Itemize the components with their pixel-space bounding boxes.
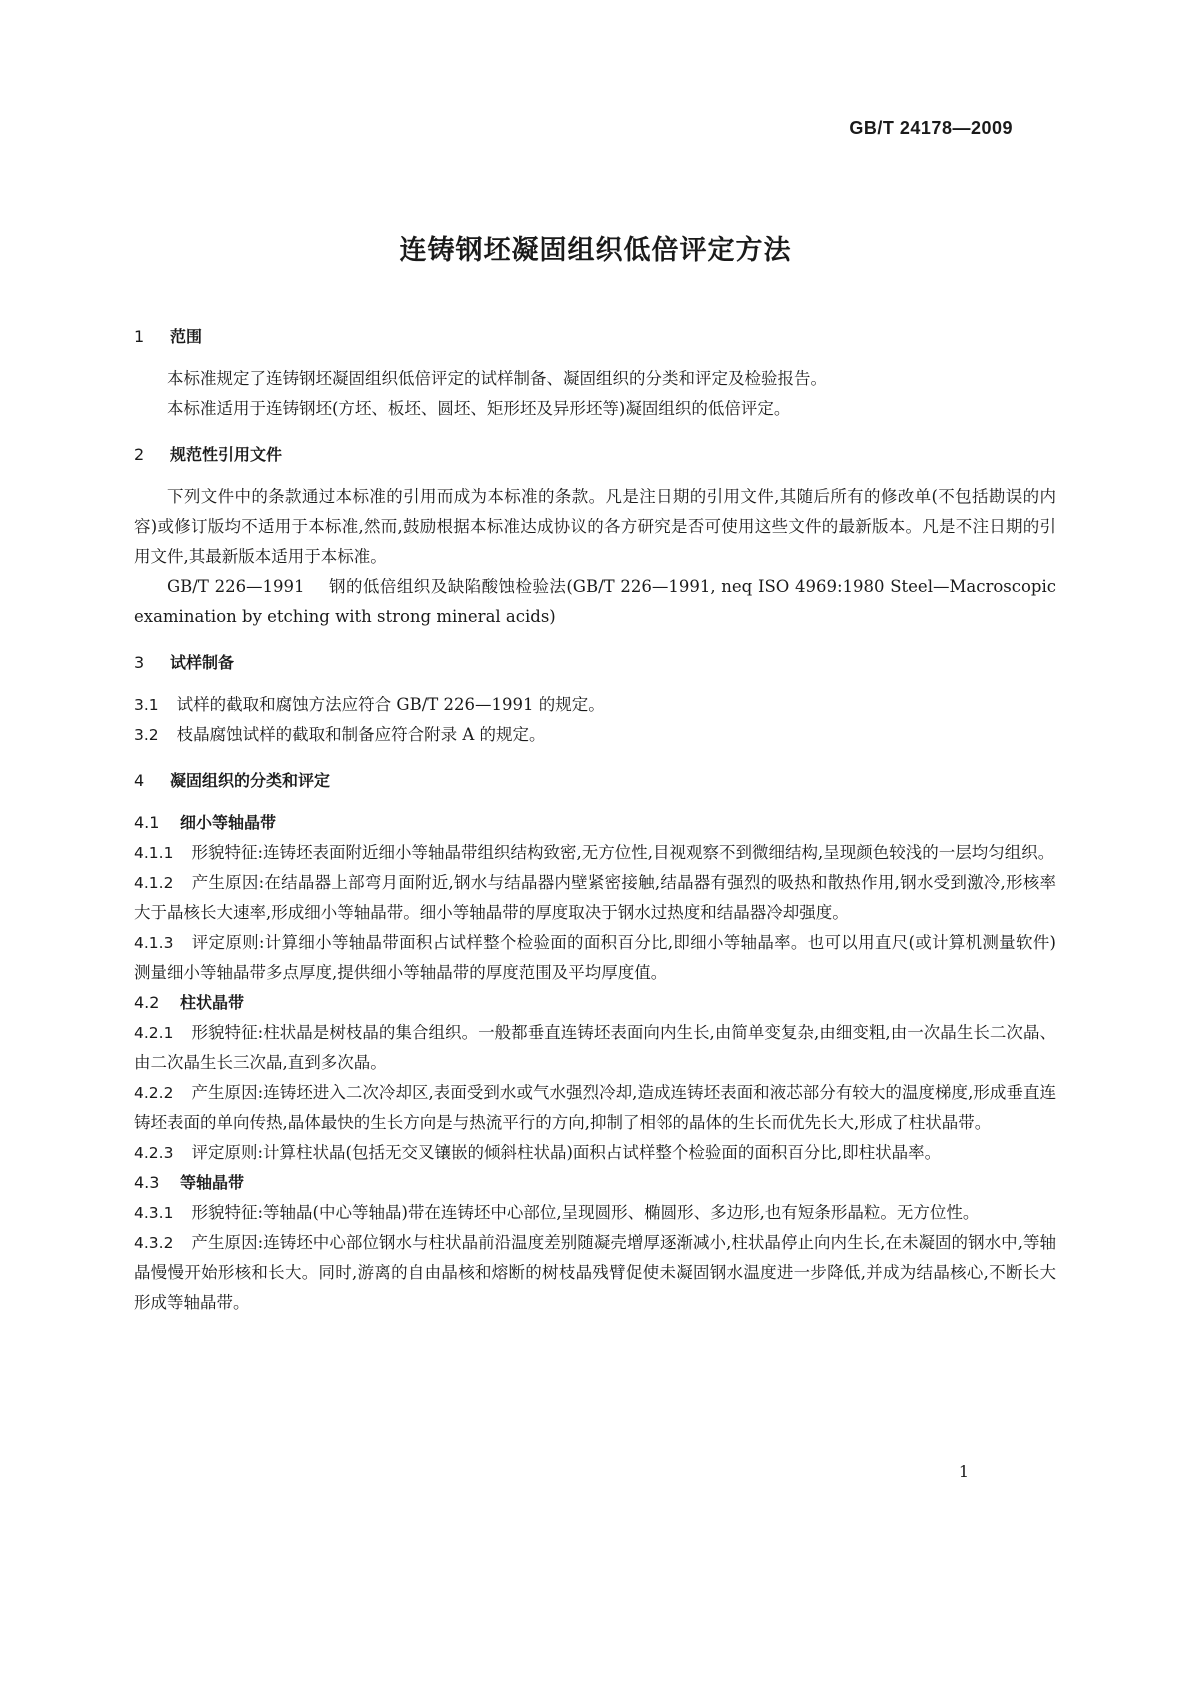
subsection-title: 柱状晶带 <box>180 993 245 1012</box>
clause-text: 产生原因:连铸坯中心部位钢水与柱状晶前沿温度差别随凝壳增厚逐渐减小,柱状晶停止向内生长,在未凝固的钢水中,等轴晶慢慢开始形核和长大。同时,游离的自由晶核和熔断的树枝晶残臂促使未凝固钢水温度进一步降低,并成为结晶核心,不断长大形成等轴晶带。 <box>134 1233 1056 1312</box>
section-title: 试样制备 <box>170 653 235 672</box>
page-number: 1 <box>958 1462 969 1481</box>
paragraph: 本标准规定了连铸钢坯凝固组织低倍评定的试样制备、凝固组织的分类和评定及检验报告。 <box>167 369 827 388</box>
paragraph: 下列文件中的条款通过本标准的引用而成为本标准的条款。凡是注日期的引用文件,其随后所有的修改单(不包括勘误的内容)或修订版均不适用于本标准,然而,鼓励根据本标准达成协议的各方研究是否可使用这些文件的最新版本。凡是不注日期的引用文件,其最新版本适用于本标准。 <box>134 487 1056 566</box>
clause <box>134 1078 1056 1138</box>
clause-text: 试样的截取和腐蚀方法应符合 GB/T 226—1991 的规定。 <box>176 695 605 714</box>
clause <box>134 720 1056 750</box>
clause-number: 4.2.1 <box>134 1024 174 1042</box>
clause <box>134 1198 1056 1228</box>
clause-text: 形貌特征:等轴晶(中心等轴晶)带在连铸坯中心部位,呈现圆形、椭圆形、多边形,也有短条形晶粒。无方位性。 <box>191 1203 980 1222</box>
subsection-4-3-heading <box>134 1168 1056 1198</box>
clause-number: 4.3.1 <box>134 1204 174 1222</box>
reference-text: 钢的低倍组织及缺陷酸蚀检验法(GB/T 226—1991, neq ISO 4969:1980 Steel—Macroscopic examination by etching with strong mineral acids) <box>134 577 1056 626</box>
clause-number: 4.1.2 <box>134 874 174 892</box>
document-title: 连铸钢坯凝固组织低倍评定方法 <box>399 235 792 266</box>
subsection-title: 细小等轴晶带 <box>180 813 277 832</box>
clause-number: 3.2 <box>134 726 159 744</box>
clause-number: 3.1 <box>134 696 159 714</box>
clause-text: 产生原因:在结晶器上部弯月面附近,钢水与结晶器内壁紧密接触,结晶器有强烈的吸热和散热作用,钢水受到激冷,形核率大于晶核长大速率,形成细小等轴晶带。细小等轴晶带的厚度取决于钢水过热度和结晶器冷却强度。 <box>134 873 1056 922</box>
subsection-number: 4.1 <box>134 813 160 832</box>
subsection-4-1-heading <box>134 808 1056 838</box>
clause <box>134 838 1056 868</box>
clause-text: 枝晶腐蚀试样的截取和制备应符合附录 A 的规定。 <box>176 725 546 744</box>
clause-number: 4.2.2 <box>134 1084 174 1102</box>
paragraph: 本标准适用于连铸钢坯(方坯、板坯、圆坯、矩形坯及异形坯等)凝固组织的低倍评定。 <box>167 399 791 418</box>
clause <box>134 1138 1056 1168</box>
clause-number: 4.2.3 <box>134 1144 174 1162</box>
clause <box>134 928 1056 988</box>
section-number: 2 <box>134 445 145 464</box>
standard-code: GB/T 24178—2009 <box>849 118 1013 138</box>
section-title: 范围 <box>170 327 203 346</box>
section-4-heading <box>134 766 1056 796</box>
section-3-heading <box>134 648 1056 678</box>
clause-text: 形貌特征:柱状晶是树枝晶的集合组织。一般都垂直连铸坯表面向内生长,由简单变复杂,由细变粗,由一次晶生长二次晶、由二次晶生长三次晶,直到多次晶。 <box>134 1023 1056 1072</box>
subsection-number: 4.2 <box>134 993 160 1012</box>
document-body <box>134 322 1056 1318</box>
section-2-heading <box>134 440 1056 470</box>
clause <box>134 868 1056 928</box>
section-number: 1 <box>134 327 145 346</box>
section-number: 3 <box>134 653 145 672</box>
reference-code: GB/T 226—1991 <box>167 577 305 596</box>
clause-number: 4.1.3 <box>134 934 174 952</box>
section-number: 4 <box>134 771 145 790</box>
subsection-number: 4.3 <box>134 1173 160 1192</box>
subsection-title: 等轴晶带 <box>180 1173 245 1192</box>
clause-text: 评定原则:计算柱状晶(包括无交叉镶嵌的倾斜柱状晶)面积占试样整个检验面的面积百分比,即柱状晶率。 <box>191 1143 942 1162</box>
section-title: 规范性引用文件 <box>170 445 283 464</box>
clause <box>134 690 1056 720</box>
clause <box>134 1228 1056 1318</box>
normative-reference <box>134 572 1056 632</box>
section-title: 凝固组织的分类和评定 <box>170 771 331 790</box>
clause-number: 4.3.2 <box>134 1234 174 1252</box>
subsection-4-2-heading <box>134 988 1056 1018</box>
clause-text: 产生原因:连铸坯进入二次冷却区,表面受到水或气水强烈冷却,造成连铸坯表面和液芯部分有较大的温度梯度,形成垂直连铸坯表面的单向传热,晶体最快的生长方向是与热流平行的方向,抑制了相邻的晶体的生长而优先长大,形成了柱状晶带。 <box>134 1083 1056 1132</box>
clause <box>134 1018 1056 1078</box>
clause-number: 4.1.1 <box>134 844 174 862</box>
clause-text: 形貌特征:连铸坯表面附近细小等轴晶带组织结构致密,无方位性,目视观察不到微细结构,呈现颜色较浅的一层均匀组织。 <box>191 843 1055 862</box>
section-1-heading <box>134 322 1056 352</box>
clause-text: 评定原则:计算细小等轴晶带面积占试样整个检验面的面积百分比,即细小等轴晶率。也可以用直尺(或计算机测量软件)测量细小等轴晶带多点厚度,提供细小等轴晶带的厚度范围及平均厚度值。 <box>134 933 1056 982</box>
